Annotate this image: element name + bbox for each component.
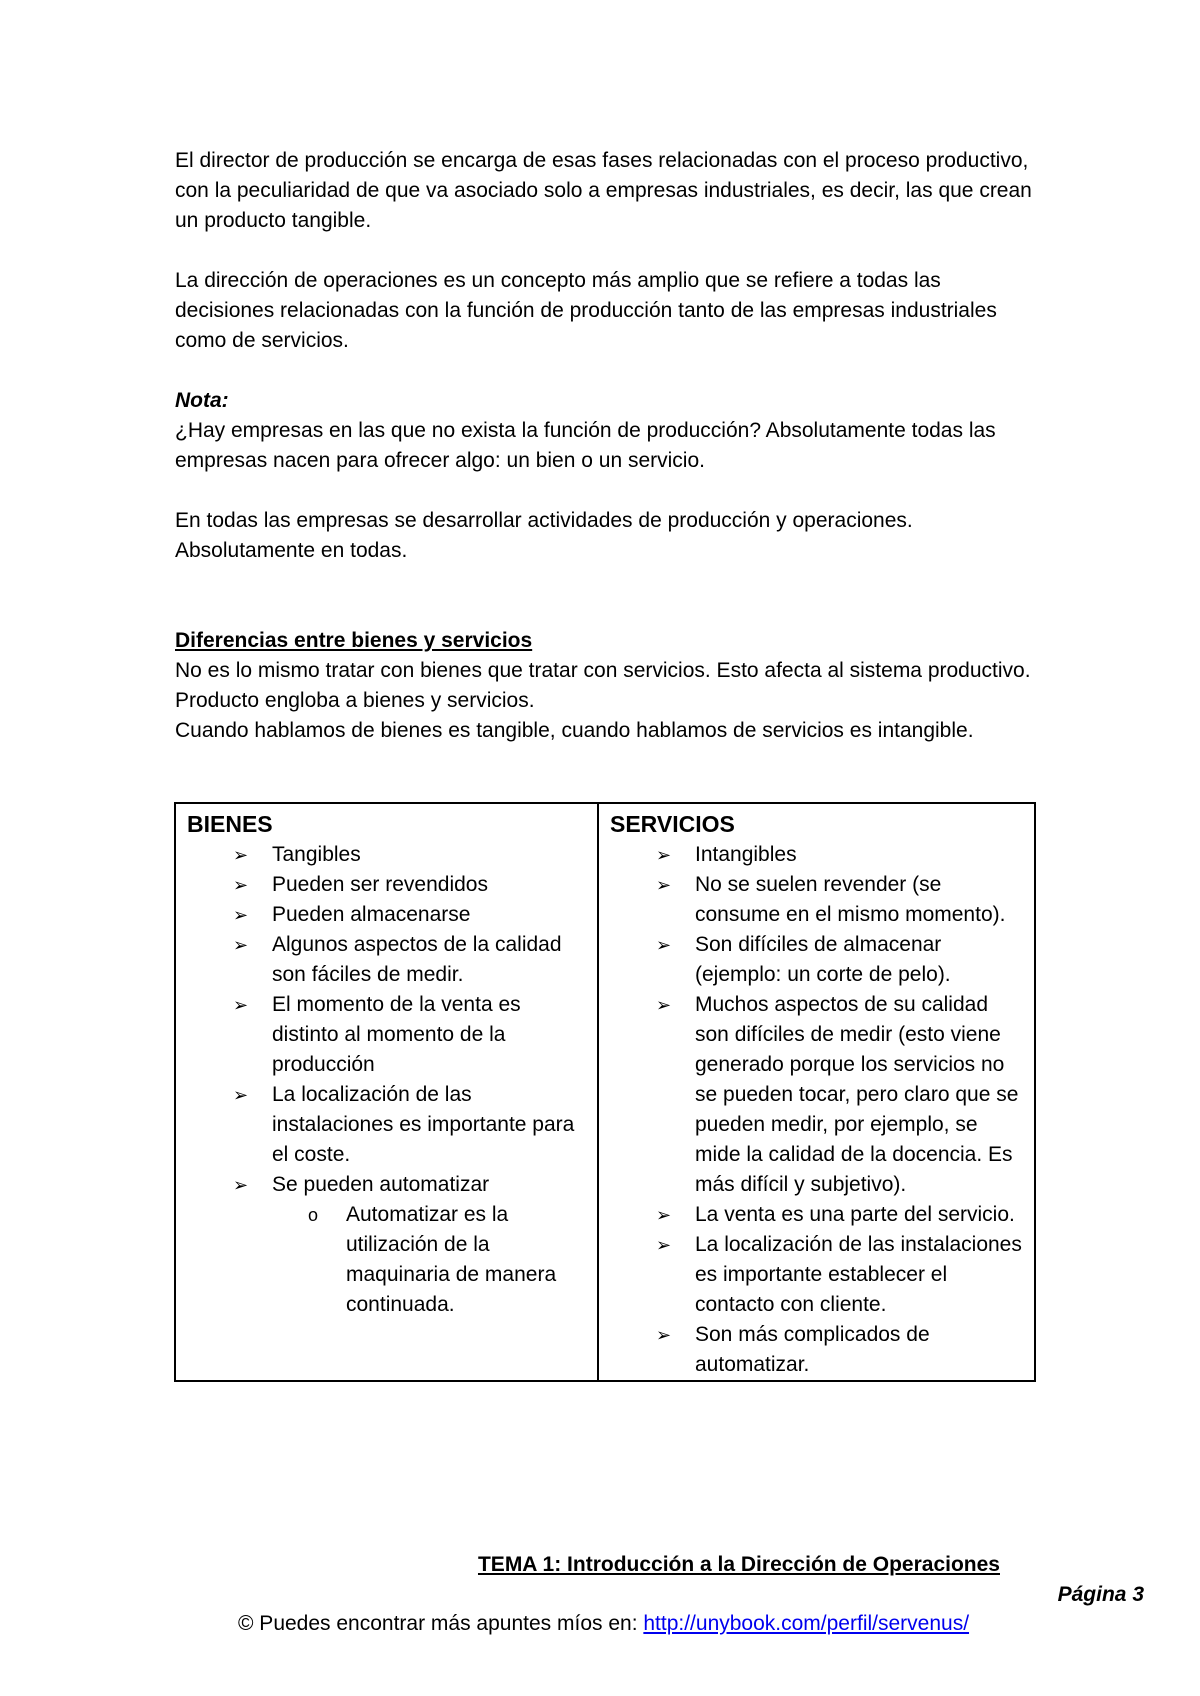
page-number: Página 3 (1057, 1583, 1144, 1606)
arrow-bullet-icon: ➢ (233, 995, 249, 1015)
comparison-table (174, 802, 1036, 1382)
list-item: ➢ Algunos aspectos de la calidad son fáciles de medir. (187, 930, 589, 990)
bienes-sublist (272, 1200, 589, 1320)
note-label: Nota: (175, 389, 229, 412)
arrow-bullet-icon: ➢ (656, 1235, 672, 1255)
bienes-heading: BIENES (187, 811, 273, 837)
section-heading: Diferencias entre bienes y servicios (175, 629, 533, 652)
footer-credit-text: © Puedes encontrar más apuntes míos en: (238, 1612, 644, 1635)
arrow-bullet-icon: ➢ (233, 845, 249, 865)
list-item: ➢ Tangibles (187, 840, 589, 870)
list-item: ➢ Pueden almacenarse (187, 900, 589, 930)
section-line-3: Cuando hablamos de bienes es tangible, cuando hablamos de servicios es intangible. (175, 719, 974, 742)
list-item: ➢ La venta es una parte del servicio. (610, 1200, 1026, 1230)
arrow-bullet-icon: ➢ (233, 905, 249, 925)
list-item: ➢ No se suelen revender (se consume en el mismo momento). (610, 870, 1026, 930)
arrow-bullet-icon: ➢ (656, 935, 672, 955)
arrow-bullet-icon: ➢ (656, 1325, 672, 1345)
arrow-bullet-icon: ➢ (233, 875, 249, 895)
arrow-bullet-icon: ➢ (233, 935, 249, 955)
arrow-bullet-icon: ➢ (656, 1205, 672, 1225)
footer-topic-title: TEMA 1: Introducción a la Dirección de Operaciones (477, 1553, 1000, 1576)
bienes-list (187, 840, 589, 1320)
servicios-heading: SERVICIOS (610, 811, 735, 837)
list-item: ➢ Son difíciles de almacenar (ejemplo: un corte de pelo). (610, 930, 1026, 990)
arrow-bullet-icon: ➢ (233, 1085, 249, 1105)
paragraph-operations-direction: La dirección de operaciones es un concepto más amplio que se refiere a todas las decisiones relacionadas con la función de producción tanto de las empresas industriales como de servicios. (175, 269, 997, 352)
note-text: ¿Hay empresas en las que no exista la función de producción? Absolutamente todas las empresas nacen para ofrecer algo: un bien o un servicio. (175, 419, 996, 472)
section-line-1: No es lo mismo tratar con bienes que tratar con servicios. Esto afecta al sistema productivo. (175, 659, 1031, 682)
list-item: ➢ Pueden ser revendidos (187, 870, 589, 900)
body-text (175, 146, 1035, 746)
profile-link[interactable]: http://unybook.com/perfil/servenus/ (643, 1612, 970, 1635)
sub-list-item: o Automatizar es la utilización de la maquinaria de manera continuada. (272, 1200, 589, 1320)
list-item: ➢ La localización de las instalaciones es importante establecer el contacto con cliente. (610, 1230, 1026, 1320)
circle-bullet-icon: o (308, 1205, 319, 1225)
list-item: ➢ El momento de la venta es distinto al momento de la producción (187, 990, 589, 1080)
arrow-bullet-icon: ➢ (233, 1175, 249, 1195)
paragraph-production-director: El director de producción se encarga de esas fases relacionadas con el proceso productivo, con la peculiaridad de que va asociado solo a empresas industriales, es decir, las que crean un producto tangible. (175, 149, 1032, 232)
list-item: ➢ Son más complicados de automatizar. (610, 1320, 1026, 1380)
arrow-bullet-icon: ➢ (656, 875, 672, 895)
list-item: ➢ Intangibles (610, 840, 1026, 870)
footer-credit (238, 1612, 969, 1636)
list-item: ➢ La localización de las instalaciones es importante para el coste. (187, 1080, 589, 1170)
list-item: ➢ Muchos aspectos de su calidad son difíciles de medir (esto viene generado porque los servicios no se pueden tocar, pero claro que se pueden medir, por ejemplo, se mide la calidad de la docencia. Es más difícil y subjetivo). (610, 990, 1026, 1200)
paragraph-all-companies: En todas las empresas se desarrollar actividades de producción y operaciones. Absolutamente en todas. (175, 509, 913, 562)
arrow-bullet-icon: ➢ (656, 845, 672, 865)
list-item: ➢ Se pueden automatizar o Automatizar es la utilización de la maquinaria de manera continuada. (187, 1170, 589, 1320)
arrow-bullet-icon: ➢ (656, 995, 672, 1015)
servicios-column (598, 803, 1035, 1381)
section-line-2: Producto engloba a bienes y servicios. (175, 689, 535, 712)
bienes-column (175, 803, 598, 1381)
servicios-list (610, 840, 1026, 1380)
